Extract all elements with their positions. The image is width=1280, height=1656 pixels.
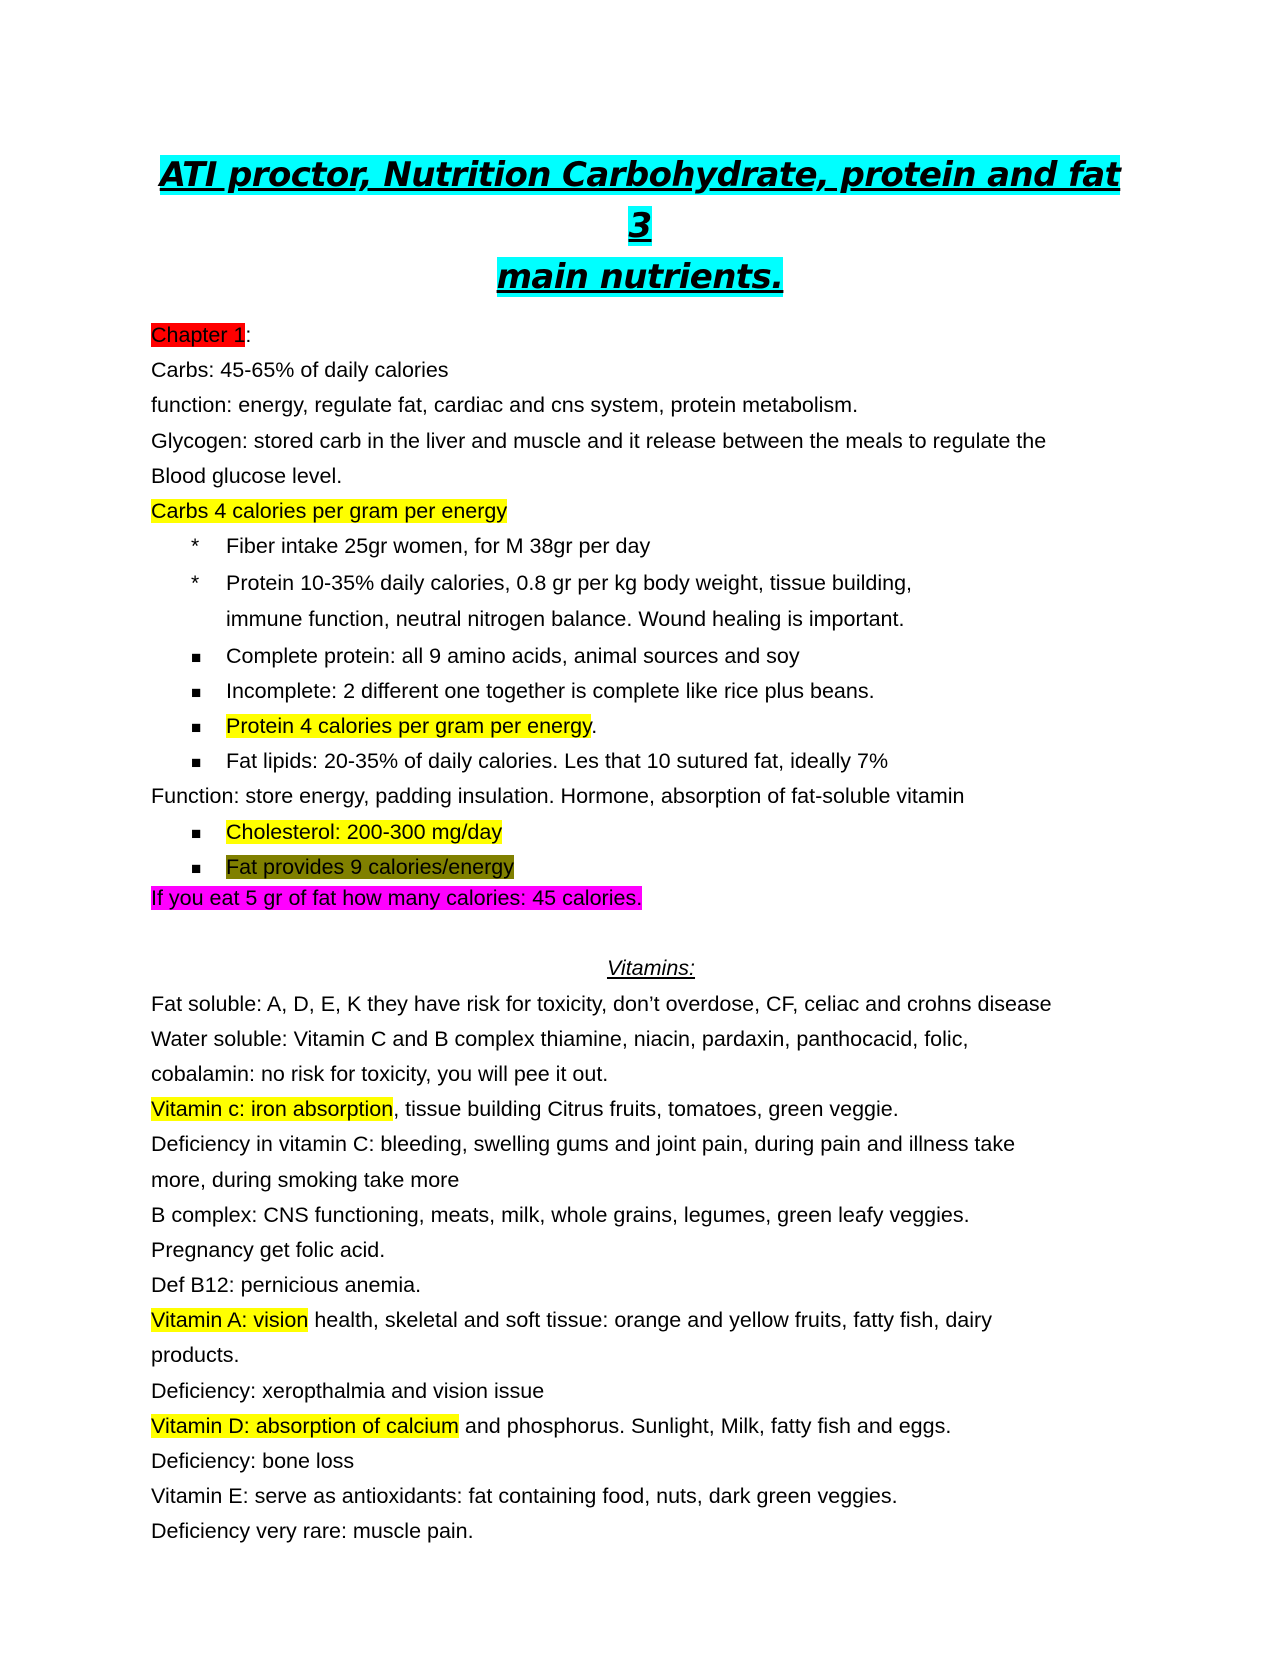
carbs-calories-highlight: Carbs 4 calories per gram per energy bbox=[151, 498, 508, 523]
cholesterol-highlight: Cholesterol: 200-300 mg/day bbox=[226, 819, 503, 844]
square-bullet-icon: ■ bbox=[191, 753, 202, 773]
fat-soluble-line: Fat soluble: A, D, E, K they have risk for toxicity, don’t overdose, CF, celiac and crohns disease bbox=[151, 991, 1052, 1016]
square-bullet-icon: ■ bbox=[191, 718, 202, 738]
protein-text-1: Protein 10-35% daily calories, 0.8 gr per kg body weight, tissue building, bbox=[226, 571, 912, 596]
vitamin-a-highlight: Vitamin A: vision bbox=[151, 1308, 309, 1333]
pregnancy-line: Pregnancy get folic acid. bbox=[151, 1237, 386, 1262]
fiber-text: Fiber intake 25gr women, for M 38gr per day bbox=[226, 534, 651, 559]
list-item bbox=[151, 639, 1151, 674]
chapter-colon: : bbox=[245, 323, 252, 347]
vitamin-c-line bbox=[151, 1092, 1151, 1127]
vitamin-d-rest: and phosphorus. Sunlight, Milk, fatty fish and eggs. bbox=[458, 1413, 952, 1438]
vitamin-c-rest: , tissue building Citrus fruits, tomatoes, green veggie. bbox=[393, 1097, 899, 1122]
water-soluble-line-1: Water soluble: Vitamin C and B complex thiamine, niacin, pardaxin, panthocacid, folic, bbox=[151, 1026, 969, 1051]
deficiency-c-line-1: Deficiency in vitamin C: bleeding, swelling gums and joint pain, during pain and illness take bbox=[151, 1132, 1016, 1157]
incomplete-protein-text: Incomplete: 2 different one together is complete like rice plus beans. bbox=[226, 678, 875, 703]
vitamin-a-line-2: products. bbox=[151, 1343, 240, 1368]
list-item bbox=[151, 709, 1151, 744]
vitamin-a-rest: health, skeletal and soft tissue: orange and yellow fruits, fatty fish, dairy bbox=[308, 1308, 992, 1333]
list-item bbox=[151, 674, 1151, 709]
chapter-heading bbox=[151, 318, 1151, 353]
carbs-function-line: function: energy, regulate fat, cardiac and cns system, protein metabolism. bbox=[151, 393, 859, 418]
square-bullet-icon: ■ bbox=[191, 682, 202, 702]
document-body bbox=[151, 318, 1151, 1550]
carbs-calories-line bbox=[151, 494, 1151, 529]
list-item bbox=[151, 566, 1151, 601]
vitamin-a-line bbox=[151, 1303, 1151, 1338]
deficiency-d-line: Deficiency: bone loss bbox=[151, 1449, 355, 1473]
fat-function-line: Function: store energy, padding insulation. Hormone, absorption of fat-soluble vitamin bbox=[151, 784, 965, 809]
square-bullet-icon: ■ bbox=[191, 647, 202, 667]
list-item bbox=[151, 529, 1151, 564]
deficiency-a-line: Deficiency: xeropthalmia and vision issue bbox=[151, 1378, 545, 1403]
vitamin-c-highlight: Vitamin c: iron absorption bbox=[151, 1097, 394, 1122]
fat-calories-highlight: Fat provides 9 calories/energy bbox=[226, 854, 515, 879]
b-complex-line: B complex: CNS functioning, meats, milk, whole grains, legumes, green leafy veggies. bbox=[151, 1202, 970, 1227]
protein-text-2: immune function, neutral nitrogen balance. Wound healing is important. bbox=[226, 606, 905, 631]
vitamin-e-line: Vitamin E: serve as antioxidants: fat containing food, nuts, dark green veggies. bbox=[151, 1484, 898, 1509]
spacer bbox=[151, 916, 1151, 951]
carbs-line: Carbs: 45-65% of daily calories bbox=[151, 358, 449, 383]
def-b12-line: Def B12: pernicious anemia. bbox=[151, 1273, 422, 1298]
deficiency-c-line-2: more, during smoking take more bbox=[151, 1167, 460, 1192]
deficiency-e-line: Deficiency very rare: muscle pain. bbox=[151, 1519, 474, 1544]
vitamin-d-highlight: Vitamin D: absorption of calcium bbox=[151, 1413, 459, 1438]
protein-calories-period: . bbox=[591, 714, 598, 739]
list-item bbox=[151, 744, 1151, 779]
question-highlight: If you eat 5 gr of fat how many calories: 45 calories. bbox=[151, 886, 643, 910]
vitamin-d-line bbox=[151, 1409, 1151, 1444]
glycogen-line-1: Glycogen: stored carb in the liver and muscle and it release between the meals to regulate the bbox=[151, 428, 1047, 453]
chapter-label: Chapter 1 bbox=[151, 323, 246, 347]
vitamins-heading: Vitamins: bbox=[606, 956, 696, 981]
asterisk-bullet-icon: * bbox=[191, 535, 200, 559]
asterisk-bullet-icon: * bbox=[191, 572, 200, 596]
glycogen-line-2: Blood glucose level. bbox=[151, 463, 343, 488]
question-line bbox=[151, 881, 1151, 916]
title-line-1: ATI proctor, Nutrition Carbohydrate, protein and fat 3 bbox=[159, 155, 1121, 246]
document-title bbox=[150, 150, 1130, 303]
water-soluble-line-2: cobalamin: no risk for toxicity, you will pee it out. bbox=[151, 1061, 609, 1086]
protein-calories-highlight: Protein 4 calories per gram per energy bbox=[226, 714, 592, 739]
fat-lipids-text: Fat lipids: 20-35% of daily calories. Les that 10 sutured fat, ideally 7% bbox=[226, 749, 889, 774]
title-line-2: main nutrients. bbox=[496, 257, 784, 297]
complete-protein-text: Complete protein: all 9 amino acids, animal sources and soy bbox=[226, 643, 800, 668]
list-item bbox=[151, 815, 1151, 850]
square-bullet-icon: ■ bbox=[191, 823, 202, 843]
list-item bbox=[151, 850, 1151, 885]
square-bullet-icon: ■ bbox=[191, 858, 202, 878]
